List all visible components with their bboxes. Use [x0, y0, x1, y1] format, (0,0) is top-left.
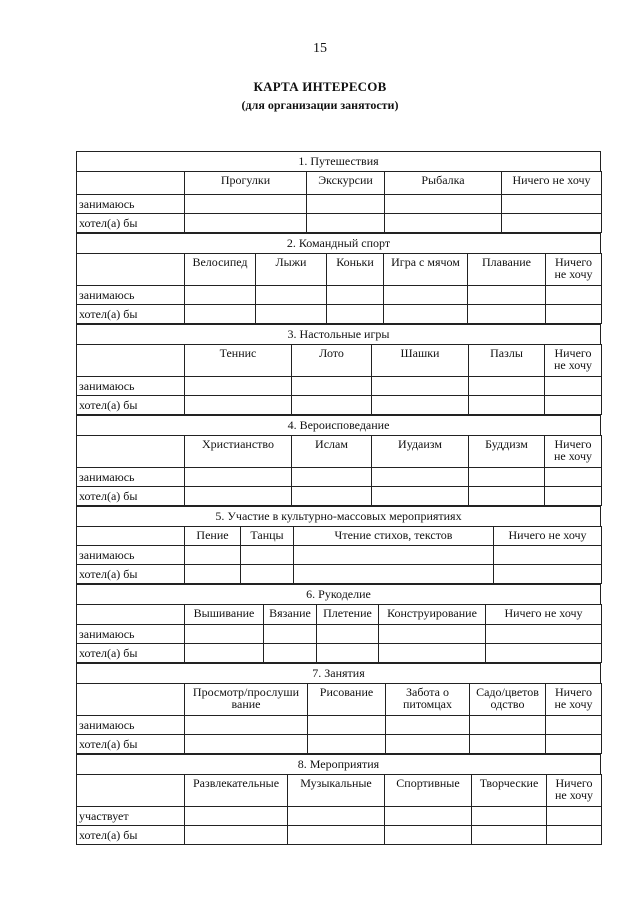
column-header: Ничего не хочу [546, 684, 602, 716]
column-header: Танцы [241, 527, 294, 546]
column-header: Вязание [264, 605, 317, 625]
corner-cell [77, 684, 185, 716]
answer-cell[interactable] [292, 487, 372, 506]
row-label: хотел(а) бы [77, 565, 185, 584]
answer-cell[interactable] [384, 286, 468, 305]
answer-cell[interactable] [241, 546, 294, 565]
table-row [77, 468, 602, 487]
column-header: Ничего не хочу [502, 172, 602, 195]
row-label: участвует [77, 807, 185, 826]
answer-cell[interactable] [185, 487, 292, 506]
answer-cell[interactable] [185, 305, 256, 324]
answer-cell[interactable] [472, 807, 547, 826]
answer-cell[interactable] [264, 644, 317, 663]
column-header: Плетение [317, 605, 379, 625]
answer-cell[interactable] [372, 396, 469, 415]
row-label: занимаюсь [77, 195, 185, 214]
answer-cell[interactable] [308, 716, 386, 735]
column-header: Рисование [308, 684, 386, 716]
answer-cell[interactable] [546, 305, 602, 324]
column-header: Ничего не хочу [494, 527, 602, 546]
answer-cell[interactable] [372, 487, 469, 506]
header-row [77, 775, 602, 807]
table-row [77, 807, 602, 826]
section-table [76, 171, 602, 233]
corner-cell [77, 254, 185, 286]
column-header: Коньки [327, 254, 384, 286]
answer-cell[interactable] [307, 195, 385, 214]
column-header: Буддизм [469, 436, 545, 468]
answer-cell[interactable] [379, 644, 486, 663]
answer-cell[interactable] [385, 214, 502, 233]
section-6 [76, 584, 601, 663]
section-table [76, 604, 602, 663]
answer-cell[interactable] [294, 546, 494, 565]
answer-cell[interactable] [468, 305, 546, 324]
column-header: Прогулки [185, 172, 307, 195]
section-7 [76, 663, 601, 754]
answer-cell[interactable] [547, 826, 602, 845]
row-label: занимаюсь [77, 286, 185, 305]
answer-cell[interactable] [185, 546, 241, 565]
column-header: Иудаизм [372, 436, 469, 468]
column-header: Развлекательные [185, 775, 288, 807]
answer-cell[interactable] [185, 214, 307, 233]
corner-cell [77, 775, 185, 807]
answer-cell[interactable] [468, 286, 546, 305]
answer-cell[interactable] [469, 487, 545, 506]
table-row [77, 286, 602, 305]
table-row [77, 826, 602, 845]
header-row [77, 172, 602, 195]
section-4 [76, 415, 601, 506]
section-title: 8. Мероприятия [76, 754, 601, 774]
row-label: занимаюсь [77, 716, 185, 735]
row-label: хотел(а) бы [77, 214, 185, 233]
column-header: Пазлы [469, 345, 545, 377]
interest-map-form [76, 151, 601, 845]
row-label: хотел(а) бы [77, 487, 185, 506]
answer-cell[interactable] [494, 565, 602, 584]
column-header: Велосипед [185, 254, 256, 286]
row-label: хотел(а) бы [77, 735, 185, 754]
answer-cell[interactable] [545, 377, 602, 396]
column-header: Ничего не хочу [546, 254, 602, 286]
section-3 [76, 324, 601, 415]
section-table [76, 683, 602, 754]
corner-cell [77, 345, 185, 377]
answer-cell[interactable] [294, 565, 494, 584]
answer-cell[interactable] [185, 468, 292, 487]
header-row [77, 605, 602, 625]
column-header: Творческие [472, 775, 547, 807]
answer-cell[interactable] [502, 214, 602, 233]
answer-cell[interactable] [385, 807, 472, 826]
column-header: Конструирование [379, 605, 486, 625]
corner-cell [77, 172, 185, 195]
answer-cell[interactable] [546, 735, 602, 754]
answer-cell[interactable] [469, 377, 545, 396]
answer-cell[interactable] [546, 716, 602, 735]
row-label: хотел(а) бы [77, 826, 185, 845]
answer-cell[interactable] [547, 807, 602, 826]
answer-cell[interactable] [185, 826, 288, 845]
row-label: занимаюсь [77, 377, 185, 396]
column-header: Ничего не хочу [545, 436, 602, 468]
table-row [77, 716, 602, 735]
column-header: Пение [185, 527, 241, 546]
answer-cell[interactable] [327, 305, 384, 324]
row-label: занимаюсь [77, 546, 185, 565]
answer-cell[interactable] [288, 826, 385, 845]
section-title: 4. Вероисповедание [76, 415, 601, 435]
column-header: Ничего не хочу [547, 775, 602, 807]
column-header: Плавание [468, 254, 546, 286]
answer-cell[interactable] [185, 286, 256, 305]
section-5 [76, 506, 601, 584]
column-header: Забота о питомцах [386, 684, 470, 716]
answer-cell[interactable] [185, 396, 292, 415]
column-header: Садо/цветов одство [470, 684, 546, 716]
answer-cell[interactable] [470, 735, 546, 754]
form-title: КАРТА ИНТЕРЕСОВ [253, 79, 387, 94]
answer-cell[interactable] [469, 468, 545, 487]
column-header: Рыбалка [385, 172, 502, 195]
answer-cell[interactable] [494, 546, 602, 565]
column-header: Вышивание [185, 605, 264, 625]
column-header: Спортивные [385, 775, 472, 807]
answer-cell[interactable] [486, 625, 602, 644]
answer-cell[interactable] [385, 826, 472, 845]
answer-cell[interactable] [545, 396, 602, 415]
section-title: 3. Настольные игры [76, 324, 601, 344]
answer-cell[interactable] [317, 644, 379, 663]
answer-cell[interactable] [545, 487, 602, 506]
section-title: 1. Путешествия [76, 151, 601, 171]
column-header: Теннис [185, 345, 292, 377]
answer-cell[interactable] [327, 286, 384, 305]
answer-cell[interactable] [185, 716, 308, 735]
table-row [77, 565, 602, 584]
column-header: Музыкальные [288, 775, 385, 807]
section-table [76, 253, 602, 324]
answer-cell[interactable] [372, 468, 469, 487]
answer-cell[interactable] [386, 735, 470, 754]
table-row [77, 735, 602, 754]
answer-cell[interactable] [292, 377, 372, 396]
answer-cell[interactable] [472, 826, 547, 845]
form-subtitle: (для организации занятости) [241, 98, 399, 112]
answer-cell[interactable] [545, 468, 602, 487]
table-row [77, 305, 602, 324]
corner-cell [77, 605, 185, 625]
row-label: хотел(а) бы [77, 305, 185, 324]
table-row [77, 546, 602, 565]
corner-cell [77, 436, 185, 468]
section-title: 6. Рукоделие [76, 584, 601, 604]
answer-cell[interactable] [185, 195, 307, 214]
answer-cell[interactable] [385, 195, 502, 214]
column-header: Ничего не хочу [486, 605, 602, 625]
answer-cell[interactable] [256, 286, 327, 305]
answer-cell[interactable] [185, 735, 308, 754]
page-number: 15 [313, 41, 327, 56]
answer-cell[interactable] [185, 644, 264, 663]
column-header: Христианство [185, 436, 292, 468]
header-row [77, 254, 602, 286]
section-8 [76, 754, 601, 845]
answer-cell[interactable] [292, 396, 372, 415]
table-row [77, 214, 602, 233]
column-header: Лыжи [256, 254, 327, 286]
answer-cell[interactable] [317, 625, 379, 644]
table-row [77, 644, 602, 663]
answer-cell[interactable] [185, 807, 288, 826]
header-row [77, 345, 602, 377]
section-title: 5. Участие в культурно-массовых мероприятиях [76, 506, 601, 526]
answer-cell[interactable] [264, 625, 317, 644]
answer-cell[interactable] [288, 807, 385, 826]
answer-cell[interactable] [372, 377, 469, 396]
table-row [77, 396, 602, 415]
column-header: Игра с мячом [384, 254, 468, 286]
row-label: хотел(а) бы [77, 644, 185, 663]
answer-cell[interactable] [546, 286, 602, 305]
header-row [77, 527, 602, 546]
answer-cell[interactable] [469, 396, 545, 415]
row-label: хотел(а) бы [77, 396, 185, 415]
column-header: Чтение стихов, текстов [294, 527, 494, 546]
column-header: Лото [292, 345, 372, 377]
answer-cell[interactable] [308, 735, 386, 754]
answer-cell[interactable] [256, 305, 327, 324]
answer-cell[interactable] [292, 468, 372, 487]
answer-cell[interactable] [307, 214, 385, 233]
section-table [76, 774, 602, 845]
answer-cell[interactable] [185, 377, 292, 396]
section-title: 7. Занятия [76, 663, 601, 683]
answer-cell[interactable] [185, 625, 264, 644]
column-header: Ничего не хочу [545, 345, 602, 377]
answer-cell[interactable] [379, 625, 486, 644]
column-header: Экскурсии [307, 172, 385, 195]
answer-cell[interactable] [384, 305, 468, 324]
section-table [76, 526, 602, 584]
table-row [77, 377, 602, 396]
table-row [77, 625, 602, 644]
section-table [76, 344, 602, 415]
section-title: 2. Командный спорт [76, 233, 601, 253]
column-header: Шашки [372, 345, 469, 377]
section-1 [76, 151, 601, 233]
answer-cell[interactable] [386, 716, 470, 735]
answer-cell[interactable] [470, 716, 546, 735]
table-row [77, 195, 602, 214]
answer-cell[interactable] [486, 644, 602, 663]
table-row [77, 487, 602, 506]
header-row [77, 684, 602, 716]
column-header: Ислам [292, 436, 372, 468]
column-header: Просмотр/прослуши вание [185, 684, 308, 716]
corner-cell [77, 527, 185, 546]
header-row [77, 436, 602, 468]
answer-cell[interactable] [185, 565, 241, 584]
section-table [76, 435, 602, 506]
answer-cell[interactable] [241, 565, 294, 584]
row-label: занимаюсь [77, 625, 185, 644]
row-label: занимаюсь [77, 468, 185, 487]
section-2 [76, 233, 601, 324]
answer-cell[interactable] [502, 195, 602, 214]
